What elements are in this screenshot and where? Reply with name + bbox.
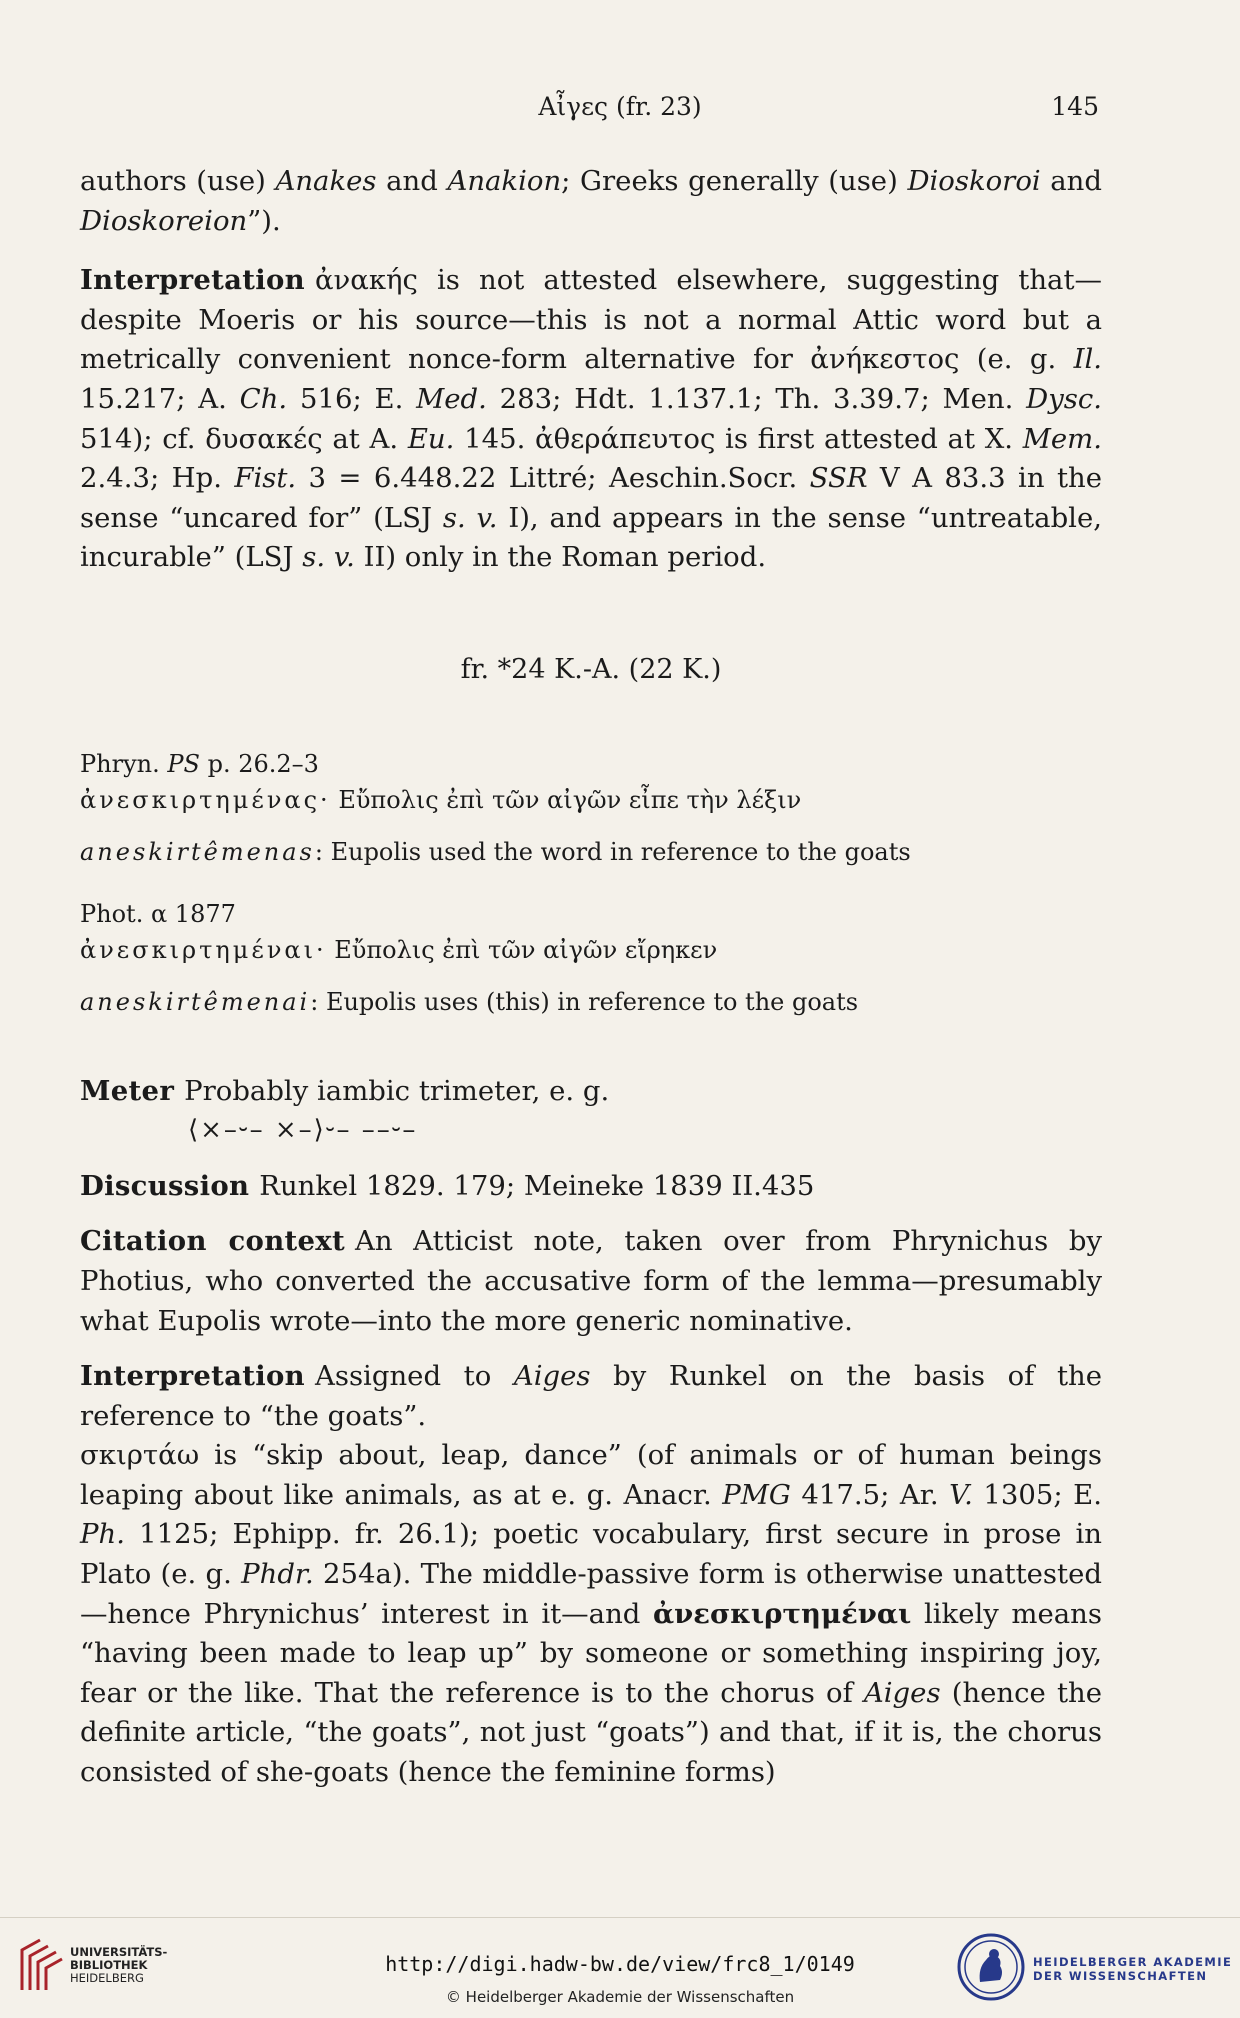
source-phrynichus <box>80 746 1102 870</box>
permalink-url[interactable]: http://digi.hadw-bw.de/view/frc8_1/0149 <box>385 1952 855 1976</box>
greek-text: ἀνεσκιρτημέναι· Εὔπολις ἐπὶ τῶν αἰγῶν εἴρηκεν <box>80 935 718 964</box>
footer-bar <box>0 1917 1240 2018</box>
source-photius <box>80 896 1102 1020</box>
meter-section: Meter Probably iambic trimeter, e. g. ⟨×–⏑– ×–⟩⏑– ––⏑– <box>80 1072 1102 1151</box>
interpretation-section-1: Interpretation ἀνακής is not attested elsewhere, suggesting that—despite Moeris or his source—this is not a normal Attic word but a metrically convenient nonce-form alternative for ἀνήκεστος (e. g. Il. 15.217; A. Ch. 516; E. Med. 283; Hdt. 1.137.1; Th. 3.39.7; Men. Dysc. 514); cf. δυσακές at A. Eu. 145. ἀθεράπευτος is first attested at X. Mem. 2.4.3; Hp. Fist. 3 = 6.448.22 Littré; Aeschin.Socr. SSR V A 83.3 in the sense “uncared for” (LSJ s. v. I), and appears in the sense “untreatable, incurable” (LSJ s. v. II) only in the Roman period. <box>80 264 1103 574</box>
academy-name: HEIDELBERGER AKADEMIE DER WISSENSCHAFTEN <box>1033 1955 1233 1983</box>
meter-scheme: ⟨×–⏑– ×–⟩⏑– ––⏑– <box>188 1115 418 1146</box>
translation: aneskirtêmenas: Eupolis used the word in reference to the goats <box>80 837 911 866</box>
fragment-title: fr. *24 K.-A. (22 K.) <box>460 653 722 685</box>
running-title: Αἶγες (fr. 23) <box>538 92 702 121</box>
page-header <box>0 92 1240 132</box>
section-heading: Discussion <box>80 1169 250 1202</box>
university-library-name: UNIVERSITÄTS- BIBLIOTHEK HEIDELBERG <box>70 1945 168 1985</box>
section-heading: Citation context <box>80 1225 345 1258</box>
interpretation-paragraph: σκιρτάω is “skip about, leap, dance” (of animals or of human beings leaping about like animals, as at e. g. Anacr. PMG 417.5; Ar. V. 1305; E. Ph. 1125; Ephipp. fr. 26.1); poetic vocabulary, first secure in prose in Plato (e. g. Phdr. 254a). The middle-passive form is otherwise unattested—hence Phrynichus’ interest in it—and ἀνεσκιρτημέναι likely means “having been made to leap up” by someone or something inspiring joy, fear or the like. That the reference is to the chorus of Aiges (hence the definite article, “the goats”, not just “goats”) and that, if it is, the chorus consisted of she-goats (hence the feminine forms) <box>80 1439 1102 1789</box>
interpretation-section-2: Interpretation Assigned to Aiges by Runkel on the basis of the reference to “the goats”. <box>80 1360 1102 1432</box>
section-heading: Meter <box>80 1074 175 1107</box>
citation-context-section: Citation context An Atticist note, taken over from Phrynichus by Photius, who converted the accusative form of the lemma—presumably what Eupolis wrote—into the more generic nominative. <box>80 1225 1102 1337</box>
source-reference: Phot. α 1877 <box>80 899 236 928</box>
translation: aneskirtêmenai: Eupolis uses (this) in reference to the goats <box>80 987 859 1016</box>
academy-seal-icon[interactable] <box>956 1932 1026 2002</box>
continuation-paragraph: authors (use) Anakes and Anakion; Greeks generally (use) Dioskoroi and Dioskoreion”). <box>80 165 1102 237</box>
greek-text: ἀνεσκιρτημένας· Εὔπολις ἐπὶ τῶν αἰγῶν εἶπε τὴν λέξιν <box>80 785 802 814</box>
section-heading: Interpretation <box>80 1360 305 1393</box>
copyright-notice: © Heidelberger Akademie der Wissenschaften <box>445 1988 795 2006</box>
page-body <box>80 162 1102 1793</box>
discussion-section: Discussion Runkel 1829. 179; Meineke 1839 II.435 <box>80 1169 815 1202</box>
section-heading: Interpretation <box>80 264 305 297</box>
page-number: 145 <box>1051 92 1099 121</box>
source-reference: Phryn. PS p. 26.2–3 <box>80 749 319 778</box>
